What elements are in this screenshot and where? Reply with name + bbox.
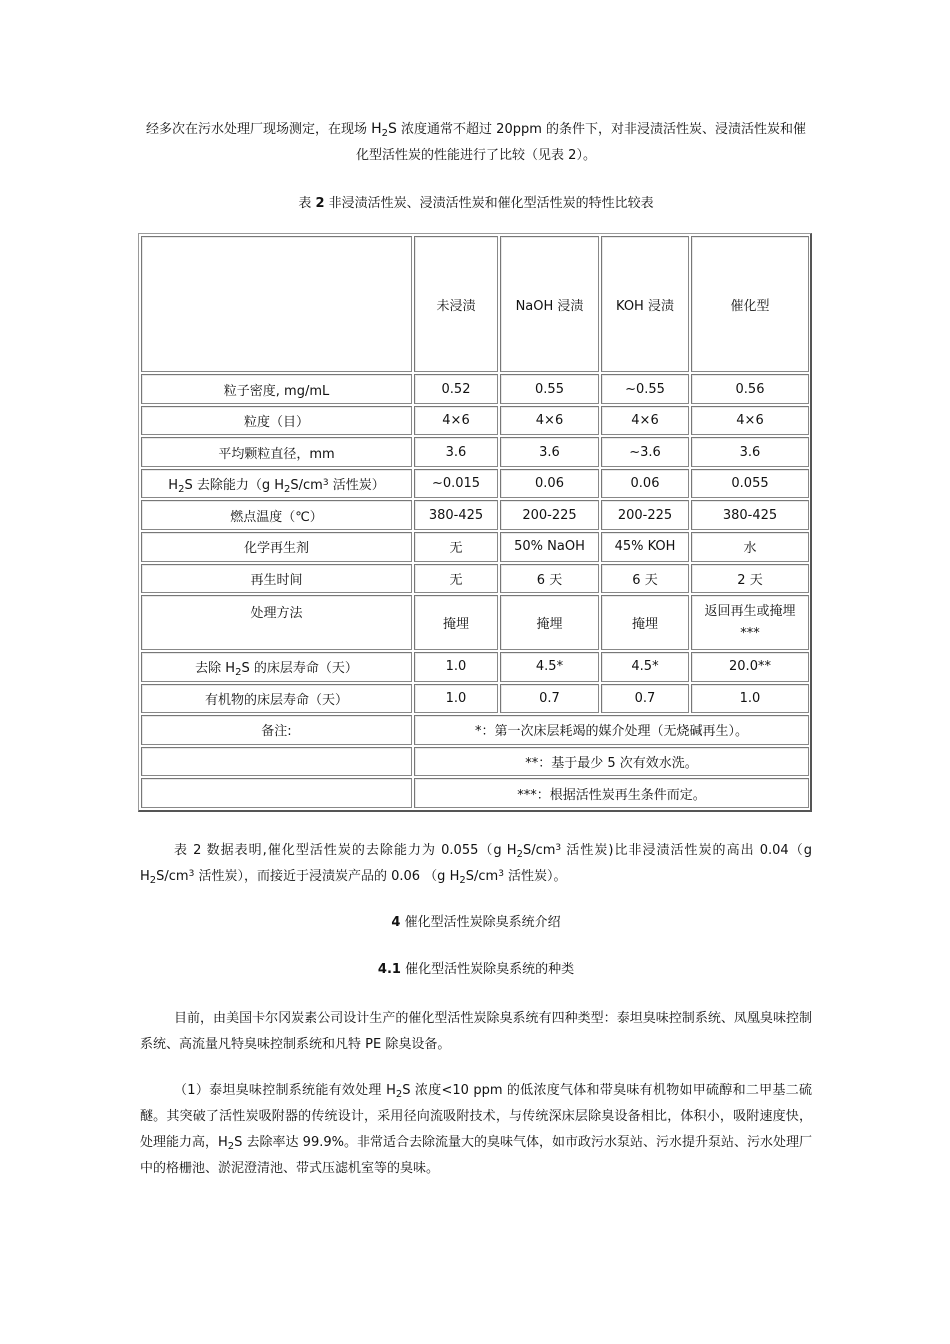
intro-paragraph [140, 116, 812, 169]
titan-text: S 去除率达 99.9%。非常适合去除流量大的臭味气体，如市政污水泵站、污水提升泵站、污水处理厂中的格栅池、淤泥澄清池、带式压滤机室等的臭味。 [140, 1135, 812, 1176]
table-row [141, 595, 809, 650]
note-cell: ***：根据活性炭再生条件而定。 [414, 778, 809, 808]
summary-text: 活性炭）。 [503, 869, 567, 884]
notes-empty-cell [141, 747, 412, 777]
note-cell: *：第一次床层耗竭的媒介处理（无烧碱再生）。 [414, 715, 809, 745]
table-cell: 0.055 [691, 469, 809, 499]
label-part: S 的床层寿命（天） [241, 661, 358, 677]
summary-text: S/cm [156, 869, 189, 884]
table-cell: 4.5* [601, 652, 689, 682]
label-sub: 2 [178, 484, 185, 496]
table-cell: 4.5* [500, 652, 599, 682]
table-cell: 0.52 [414, 374, 498, 404]
table-cell: ~3.6 [601, 437, 689, 467]
row-label: 有机物的床层寿命（天） [141, 684, 412, 714]
table-header-row [141, 236, 809, 372]
table-cell: ~0.015 [414, 469, 498, 499]
table-cell: 380-425 [691, 500, 809, 530]
table-row [141, 374, 809, 404]
table-row [141, 684, 809, 714]
table-row [141, 564, 809, 594]
table-cell: 1.0 [691, 684, 809, 714]
table-cell: 掩埋 [414, 595, 498, 650]
table-row [141, 406, 809, 436]
section-heading-4-1 [140, 957, 812, 983]
row-label: 平均颗粒直径，mm [141, 437, 412, 467]
table-cell: 3.6 [500, 437, 599, 467]
notes-empty-cell [141, 778, 412, 808]
caption-prefix: 表 [298, 196, 316, 211]
titan-text: （1）泰坦臭味控制系统能有效处理 H [174, 1083, 396, 1098]
label-sub: 2 [284, 484, 291, 496]
summary-sup: 3 [498, 869, 504, 879]
table-cell: 返回再生或掩埋 *** [691, 595, 809, 650]
h2s-sub: 2 [381, 128, 389, 139]
table-cell: 0.7 [500, 684, 599, 714]
table-cell: 水 [691, 532, 809, 562]
summary-sup: 3 [555, 843, 562, 853]
section-title: 催化型活性炭除臭系统介绍 [400, 915, 561, 930]
titan-sub: 2 [395, 1089, 403, 1100]
table-cell: 50% NaOH [500, 532, 599, 562]
intro-text: 经多次在污水处理厂现场测定，在现场 [145, 122, 372, 137]
titan-paragraph [140, 1078, 812, 1182]
table-notes-row [141, 778, 809, 808]
header-cell-naoh: NaOH 浸渍 [500, 236, 599, 372]
label-sup: 3 [322, 478, 329, 489]
table-caption [140, 192, 812, 211]
table-cell: 0.55 [500, 374, 599, 404]
note-cell: **：基于最少 5 次有效水洗。 [414, 747, 809, 777]
table-cell: ~0.55 [601, 374, 689, 404]
intro-text-post: 浓度通常不超过 20ppm 的条件下，对非浸渍活性炭、浸渍活性炭和催化型活性炭的性能进行了比较（见表 2）。 [356, 122, 807, 163]
caption-number: 2 [315, 196, 325, 211]
table-cell: 0.06 [601, 469, 689, 499]
label-part: 去除 H [195, 661, 236, 677]
summary-sub: 2 [516, 849, 523, 860]
table-row [141, 500, 809, 530]
table-row [141, 469, 809, 499]
summary-text: S/cm [522, 843, 556, 858]
table-cell: 45% KOH [601, 532, 689, 562]
section-number: 4.1 [377, 962, 401, 977]
table-cell: 3.6 [414, 437, 498, 467]
table-row [141, 532, 809, 562]
table-cell: 1.0 [414, 652, 498, 682]
header-cell-unimpregnated: 未浸渍 [414, 236, 498, 372]
header-cell-catalytic: 催化型 [691, 236, 809, 372]
table-cell: 4×6 [500, 406, 599, 436]
table-row [141, 437, 809, 467]
header-cell-koh: KOH 浸渍 [601, 236, 689, 372]
row-label: 粒度（目） [141, 406, 412, 436]
h2s-s: S [388, 121, 397, 137]
label-part: S 去除能力（g H [184, 478, 284, 494]
table-cell: 4×6 [414, 406, 498, 436]
summary-sub: 2 [459, 875, 466, 886]
table-cell: 20.0** [691, 652, 809, 682]
comparison-table [138, 233, 812, 812]
table-cell: 掩埋 [601, 595, 689, 650]
table-notes-row [141, 715, 809, 745]
header-cell-empty [141, 236, 412, 372]
row-label: 粒子密度, mg/mL [141, 374, 412, 404]
row-label-bed-life-h2s [141, 652, 412, 682]
caption-text: 非浸渍活性炭、浸渍活性炭和催化型活性炭的特性比较表 [324, 196, 654, 211]
label-part: S/cm [290, 478, 323, 494]
section-number: 4 [391, 915, 401, 930]
row-label: 处理方法 [141, 595, 412, 650]
row-label: 燃点温度（℃） [141, 500, 412, 530]
label-part: 活性炭） [328, 478, 385, 494]
summary-text: 活性炭)比非浸渍活性炭的高出 0.04（g H [140, 843, 812, 884]
table-cell: 无 [414, 564, 498, 594]
types-paragraph: 目前，由美国卡尔冈炭素公司设计生产的催化型活性炭除臭系统有四种类型：泰坦臭味控制系统、凤凰臭味控制系统、高流量凡特臭味控制系统和凡特 PE 除臭设备。 [140, 1011, 812, 1052]
table-notes-row [141, 747, 809, 777]
row-label-h2s-capacity [141, 469, 412, 499]
table-cell: 6 天 [601, 564, 689, 594]
section-heading-4 [140, 910, 812, 936]
table-cell: 0.7 [601, 684, 689, 714]
table-cell: 200-225 [601, 500, 689, 530]
table-cell: 6 天 [500, 564, 599, 594]
table-cell: 0.56 [691, 374, 809, 404]
label-sub: 2 [235, 667, 242, 679]
section-title: 催化型活性炭除臭系统的种类 [400, 962, 575, 977]
row-label: 再生时间 [141, 564, 412, 594]
label-part: H [168, 478, 179, 494]
summary-text: S/cm [465, 869, 499, 884]
summary-sub: 2 [149, 875, 157, 886]
table-cell: 0.06 [500, 469, 599, 499]
row-label: 化学再生剂 [141, 532, 412, 562]
table-cell: 4×6 [601, 406, 689, 436]
notes-label: 备注: [141, 715, 412, 745]
h2s-h: H [371, 121, 382, 137]
table-cell: 无 [414, 532, 498, 562]
titan-text: S 浓度<10 ppm 的低浓度气体和带臭味有机物如甲硫醇和二甲基二硫醚。其突破了活性炭吸附器的传统设计，采用径向流吸附技术，与传统深床层除臭设备相比，体积小，吸附速度快，处理能力高，H [140, 1083, 812, 1150]
table-cell: 掩埋 [500, 595, 599, 650]
table-cell: 3.6 [691, 437, 809, 467]
summary-text: 表 2 数据表明,催化型活性炭的去除能力为 0.055（g H [174, 843, 517, 858]
table-cell: 2 天 [691, 564, 809, 594]
titan-sub: 2 [227, 1141, 235, 1152]
table-row [141, 652, 809, 682]
table-cell: 4×6 [691, 406, 809, 436]
table-cell: 1.0 [414, 684, 498, 714]
summary-paragraph [140, 838, 812, 890]
summary-sup: 3 [188, 869, 195, 879]
summary-text: 活性炭），而接近于浸渍炭产品的 0.06 （g H [194, 869, 460, 884]
table-cell: 200-225 [500, 500, 599, 530]
table-cell: 380-425 [414, 500, 498, 530]
